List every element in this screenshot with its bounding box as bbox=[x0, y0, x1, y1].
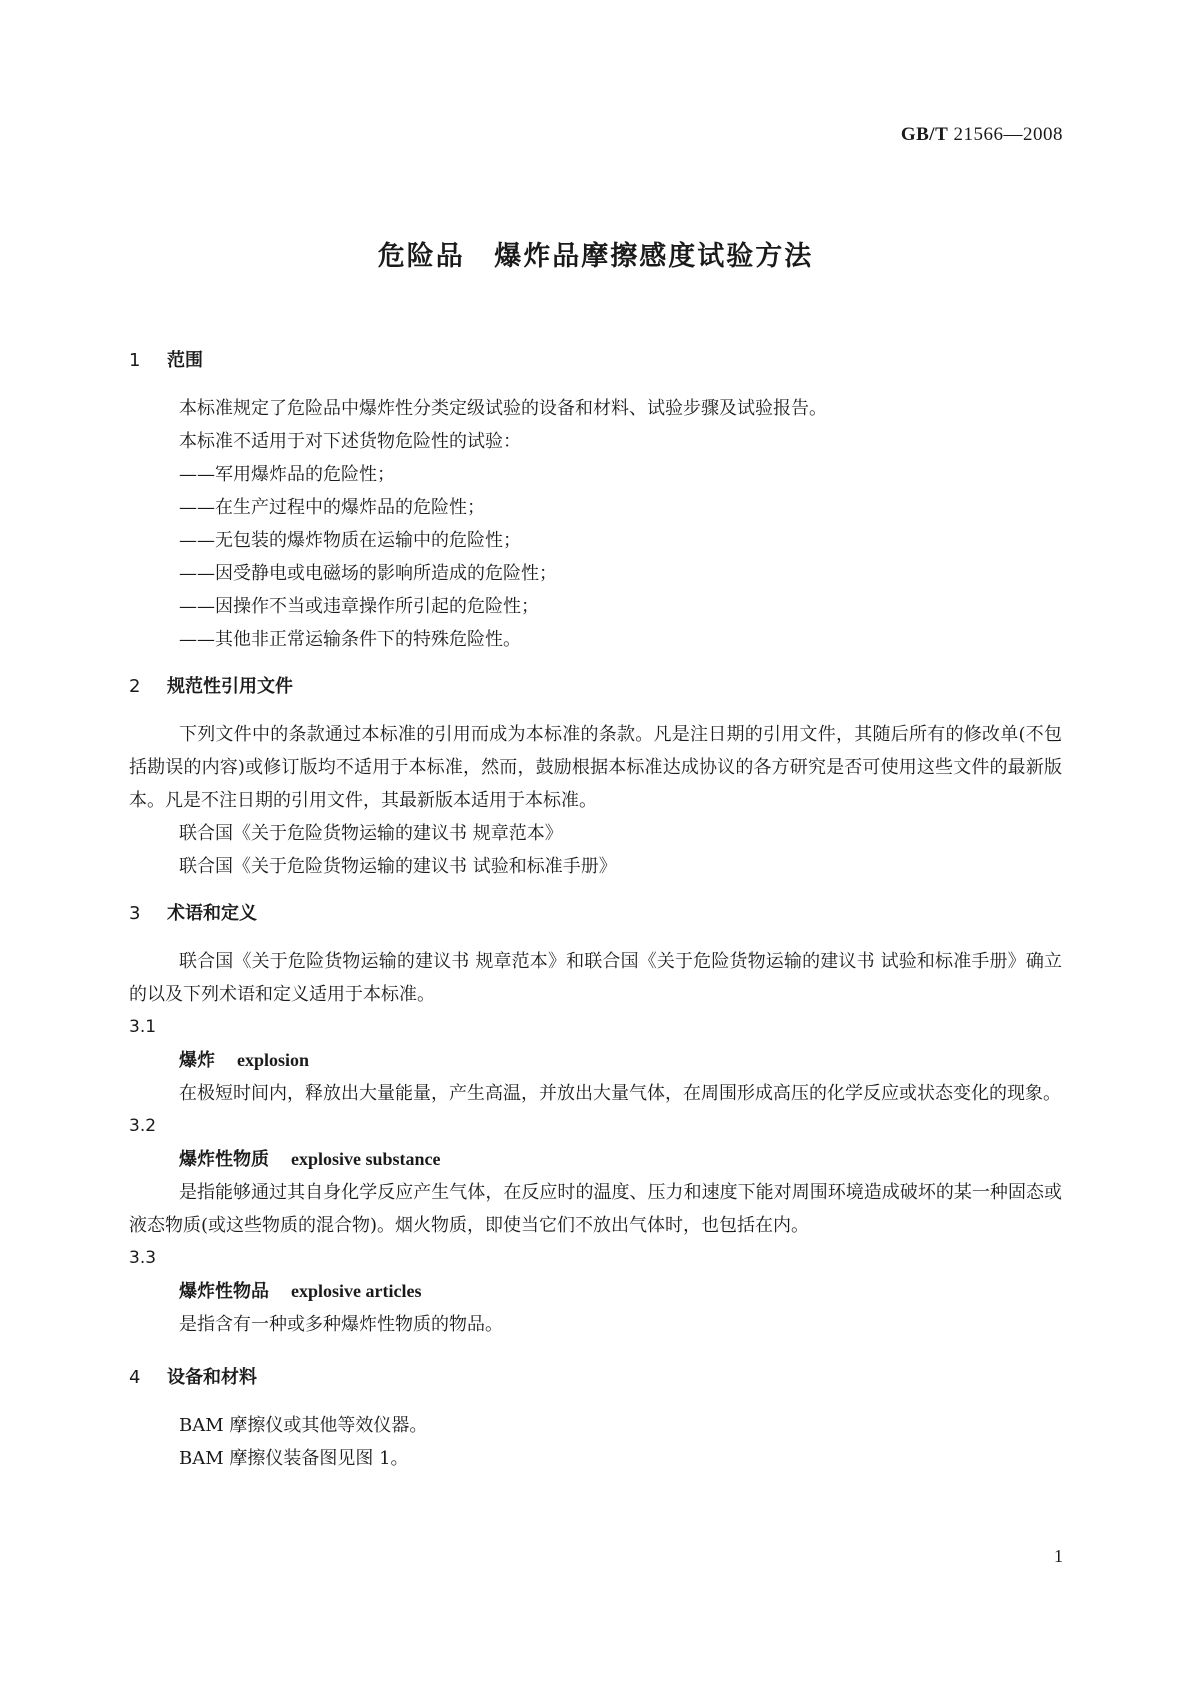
section-title: 规范性引用文件 bbox=[167, 676, 293, 697]
document-body bbox=[129, 344, 1062, 1475]
section-number: 3 bbox=[129, 903, 141, 924]
document-title: 危险品 爆炸品摩擦感度试验方法 bbox=[377, 241, 814, 272]
paragraph: BAM 摩擦仪装备图见图 1。 bbox=[179, 1448, 409, 1469]
term-number: 3.2 bbox=[129, 1116, 157, 1136]
list-item: ——军用爆炸品的危险性； bbox=[179, 464, 395, 485]
term-definition: 是指能够通过其自身化学反应产生气体，在反应时的温度、压力和速度下能对周围环境造成破坏的某一种固态或液态物质(或这些物质的混合物)。烟火物质，即使当它们不放出气体时，也包括在内。 bbox=[129, 1182, 1062, 1236]
section-title: 设备和材料 bbox=[167, 1367, 257, 1388]
term-en: explosion bbox=[237, 1050, 310, 1070]
section-heading-normative-references bbox=[129, 670, 1062, 704]
term-zh: 爆炸性物品 bbox=[179, 1281, 269, 1302]
paragraph: 本标准规定了危险品中爆炸性分类定级试验的设备和材料、试验步骤及试验报告。 bbox=[179, 398, 827, 419]
term-heading bbox=[129, 1044, 1062, 1077]
paragraph: BAM 摩擦仪或其他等效仪器。 bbox=[179, 1415, 428, 1436]
list-item: ——因操作不当或违章操作所引起的危险性； bbox=[179, 596, 539, 617]
section-heading-equipment bbox=[129, 1361, 1062, 1395]
list-item: ——其他非正常运输条件下的特殊危险性。 bbox=[179, 629, 521, 650]
section-title: 范围 bbox=[167, 350, 203, 371]
term-heading bbox=[129, 1275, 1062, 1308]
term-zh: 爆炸性物质 bbox=[179, 1149, 269, 1170]
list-item: ——在生产过程中的爆炸品的危险性； bbox=[179, 497, 485, 518]
section-heading-terms bbox=[129, 897, 1062, 931]
paragraph: 本标准不适用于对下述货物危险性的试验： bbox=[179, 431, 521, 452]
list-item: ——无包装的爆炸物质在运输中的危险性； bbox=[179, 530, 521, 551]
list-item: ——因受静电或电磁场的影响所造成的危险性； bbox=[179, 563, 557, 584]
section-number: 1 bbox=[129, 350, 141, 371]
standard-code bbox=[901, 124, 1063, 146]
term-heading bbox=[129, 1143, 1062, 1176]
term-definition: 在极短时间内，释放出大量能量，产生高温，并放出大量气体，在周围形成高压的化学反应或状态变化的现象。 bbox=[179, 1083, 1061, 1104]
term-definition: 是指含有一种或多种爆炸性物质的物品。 bbox=[179, 1314, 503, 1335]
term-en: explosive substance bbox=[291, 1149, 441, 1169]
term-number: 3.1 bbox=[129, 1017, 157, 1037]
paragraph: 下列文件中的条款通过本标准的引用而成为本标准的条款。凡是注日期的引用文件，其随后所有的修改单(不包括勘误的内容)或修订版均不适用于本标准，然而，鼓励根据本标准达成协议的各方研究是否可使用这些文件的最新版本。凡是不注日期的引用文件，其最新版本适用于本标准。 bbox=[129, 724, 1062, 811]
reference-item: 联合国《关于危险货物运输的建议书 规章范本》 bbox=[179, 823, 563, 844]
page-number: 1 bbox=[1054, 1546, 1063, 1566]
standard-code-number: 21566—2008 bbox=[953, 124, 1063, 145]
section-number: 4 bbox=[129, 1367, 141, 1388]
paragraph: 联合国《关于危险货物运输的建议书 规章范本》和联合国《关于危险货物运输的建议书 试验和标准手册》确立的以及下列术语和定义适用于本标准。 bbox=[129, 951, 1062, 1005]
term-en: explosive articles bbox=[291, 1281, 422, 1301]
reference-item: 联合国《关于危险货物运输的建议书 试验和标准手册》 bbox=[179, 856, 617, 877]
section-number: 2 bbox=[129, 676, 141, 697]
section-title: 术语和定义 bbox=[167, 903, 257, 924]
term-number: 3.3 bbox=[129, 1248, 157, 1268]
section-heading-scope bbox=[129, 344, 1062, 378]
term-zh: 爆炸 bbox=[179, 1050, 215, 1071]
standard-code-prefix: GB/T bbox=[900, 124, 949, 145]
